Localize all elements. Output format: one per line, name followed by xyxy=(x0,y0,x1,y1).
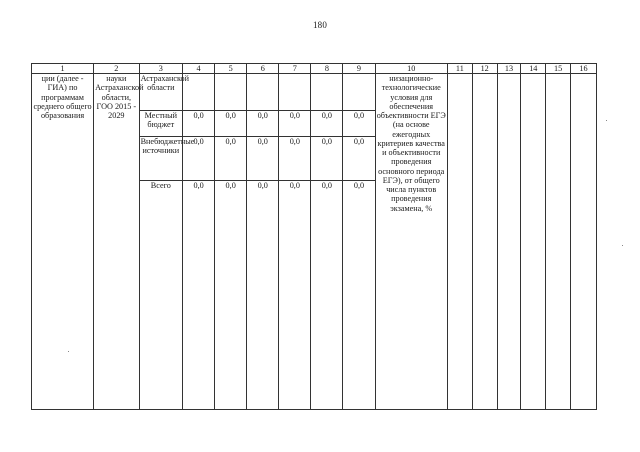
value-cell: 0,0 xyxy=(183,111,215,137)
header-cell: 7 xyxy=(279,64,311,74)
value-cell: 0,0 xyxy=(343,111,375,137)
header-cell: 5 xyxy=(215,64,247,74)
scan-speck xyxy=(68,351,69,352)
value-cell: 0,0 xyxy=(343,181,375,410)
executor-cell: науки Астраханской области, ГОО 2015 - 2029 xyxy=(94,74,140,410)
value-cell: 0,0 xyxy=(183,181,215,410)
table-row xyxy=(32,74,597,111)
value-cell: 0,0 xyxy=(311,137,343,181)
header-cell: 16 xyxy=(571,64,597,74)
value-cell: 0,0 xyxy=(343,137,375,181)
source-cell: Внебюджетные источники xyxy=(139,137,182,181)
header-cell: 12 xyxy=(472,64,497,74)
value-cell: 0,0 xyxy=(311,181,343,410)
empty-cell xyxy=(521,74,546,410)
budget-table xyxy=(31,63,597,410)
value-cell xyxy=(343,74,375,111)
empty-cell xyxy=(447,74,472,410)
value-cell: 0,0 xyxy=(311,111,343,137)
empty-cell xyxy=(546,74,571,410)
header-cell: 6 xyxy=(247,64,279,74)
value-cell xyxy=(247,74,279,111)
header-cell: 10 xyxy=(375,64,447,74)
target-indicator-cell: низационно-технологические условия для обеспечения объективности ЕГЭ (на основе ежегодных критериев качества и объективности проведения основного периода ЕГЭ), от общего числа пунктов проведения экзамена, % xyxy=(375,74,447,410)
scan-speck xyxy=(606,120,607,121)
indicator-cell: ции (далее - ГИА) по программам среднего общего образования xyxy=(32,74,94,410)
value-cell xyxy=(279,74,311,111)
header-cell: 4 xyxy=(183,64,215,74)
source-cell: Всего xyxy=(139,181,182,410)
value-cell xyxy=(311,74,343,111)
header-cell: 8 xyxy=(311,64,343,74)
value-cell: 0,0 xyxy=(215,137,247,181)
header-cell: 11 xyxy=(447,64,472,74)
value-cell: 0,0 xyxy=(279,137,311,181)
header-cell: 13 xyxy=(497,64,521,74)
source-cell: Местный бюджет xyxy=(139,111,182,137)
header-cell: 9 xyxy=(343,64,375,74)
header-cell: 2 xyxy=(94,64,140,74)
scan-speck xyxy=(622,245,623,246)
value-cell xyxy=(215,74,247,111)
header-cell: 14 xyxy=(521,64,546,74)
page-number: 180 xyxy=(312,20,328,30)
value-cell: 0,0 xyxy=(247,137,279,181)
value-cell: 0,0 xyxy=(183,137,215,181)
empty-cell xyxy=(497,74,521,410)
header-cell: 3 xyxy=(139,64,182,74)
source-cell: Астраханской области xyxy=(139,74,182,111)
header-row xyxy=(32,64,597,74)
value-cell: 0,0 xyxy=(215,111,247,137)
header-cell: 15 xyxy=(546,64,571,74)
value-cell: 0,0 xyxy=(279,111,311,137)
value-cell: 0,0 xyxy=(279,181,311,410)
header-cell: 1 xyxy=(32,64,94,74)
empty-cell xyxy=(571,74,597,410)
value-cell: 0,0 xyxy=(247,181,279,410)
empty-cell xyxy=(472,74,497,410)
value-cell: 0,0 xyxy=(215,181,247,410)
value-cell: 0,0 xyxy=(247,111,279,137)
